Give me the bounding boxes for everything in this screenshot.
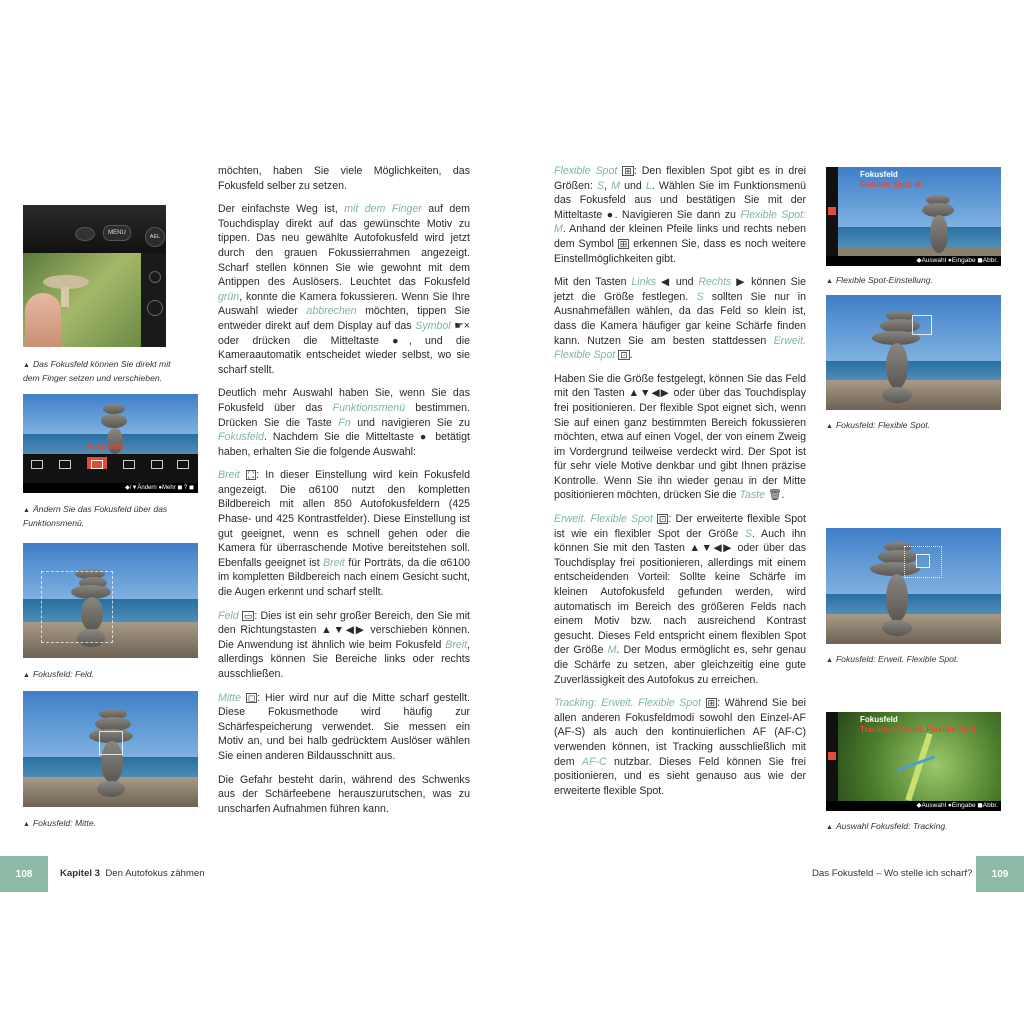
left-paragraph-feld: Feld ▭ : Dies ist ein sehr großer Bereich, den Sie mit den Richtungstasten ▲▼◀▶ verschieben können. Die Anwendung ist ähnlich wie beim Fokusfeld Breit, allerdings können Sie Bereiche links oder rechts ausschließen. xyxy=(218,609,470,680)
flex-bottom-bar: ◆Auswahl ●Eingabe ◼Abbr. xyxy=(826,256,1001,266)
menu-button-label: MENU xyxy=(103,225,131,241)
right-running-footer: Das Fokusfeld – Wo stelle ich scharf? xyxy=(812,868,973,879)
extended-spot-icon: ⊡ xyxy=(620,350,628,361)
right-paragraph-flexible-spot: Flexible Spot ⊞ : Den flexiblen Spot gibt es in drei Größen: S, M und L. Wählen Sie im Funktionsmenü das Fokusfeld aus und bestätigen Sie mit der Mitteltaste ●. Navigieren Sie dann zu Flexible Spot: M. Anhand der kleinen Pfeile links und rechts neben dem Symbol ⊞ erkennen Sie, dass es noch weitere Einstellmöglichkeiten gibt. xyxy=(554,165,806,265)
right-page-number: 109 xyxy=(976,856,1024,892)
extended-flexible-spot-photo xyxy=(826,528,1001,644)
ael-button-label: AEL xyxy=(145,227,165,247)
caption-finger: ▲ Das Fokusfeld können Sie direkt mit dem Finger setzen und verschieben. xyxy=(23,359,171,383)
function-menu-photo xyxy=(23,394,198,493)
flexible-spot-setting-photo xyxy=(826,167,1001,266)
menu-bottom-bar: ◆/▼Ändern ●Mehr ◼ ? ◼ xyxy=(23,483,198,493)
left-running-footer: Kapitel 3 Den Autofokus zähmen xyxy=(60,868,205,879)
caption-extended-spot: ▲ Fokusfeld: Erweit. Flexible Spot. xyxy=(826,654,959,664)
flexible-spot-icon: ⊞ xyxy=(624,166,632,176)
feld-icon: ▭ xyxy=(243,610,253,621)
left-paragraph-3: Deutlich mehr Auswahl haben Sie, wenn Sie das Fokusfeld über das Funktionsmenü bestimmen. Drücken Sie die Taste Fn und navigieren Sie zu Fokusfeld. Nachdem Sie die Mitteltaste ● betätigt haben, erhalten Sie die folgende Auswahl: xyxy=(218,387,470,458)
tracking-menu-value: Tracking: Erweit. Flexible Spot xyxy=(860,725,977,734)
caption-flex-spot: ▲ Fokusfeld: Flexible Spot. xyxy=(826,420,931,430)
right-paragraph-3: Haben Sie die Größe festgelegt, können Sie das Feld mit den Tasten ▲▼◀▶ oder über das Touchdisplay frei positionieren. Der flexible Spot eignet sich, wenn Sie auf einen ganz bestimmten Bereich fokussieren möchten, etwa auf einen Vogel, der von einem Zweig im Vordergrund teilweise verdeckt wird. Der Spot ist für sehr viele Motive denkbar und gibt Ihnen präzise Kontrolle. Wenn Sie ihn wieder genau in der Mitte positionieren möchten, drücken Sie die Taste 🗑. xyxy=(554,372,806,502)
right-text-column xyxy=(554,164,806,807)
fokusfeld-feld-photo xyxy=(23,543,198,658)
right-paragraph-2: Mit den Tasten Links ◀ und Rechts ▶ können Sie jetzt die Größe festlegen. S sollten Sie nur in Ausnahmefällen wählen, da das Feld so klein ist, dass die Kamera häufiger gar keine Schärfe finden kann. Nutzen Sie am besten stattdessen Erweit. Flexible Spot ⊡ . xyxy=(554,276,806,362)
right-paragraph-tracking: Tracking: Erweit. Flexible Spot ⊞ : Während Sie bei allen anderen Fokusfeldmodi sowohl den Einzel-AF (AF-S) als auch den kontinuierlichen AF (AF-C) verwenden können, ist Tracking ausschließlich mit dem AF-C nutzbar. Dieses Feld können Sie frei positionieren, und es sieht genauso aus wie der erweiterte flexible Spot. xyxy=(554,697,806,797)
menu-fokusfeld-label: Fokusfeld xyxy=(87,442,125,451)
extended-spot-icon-2: ⊡ xyxy=(658,514,667,525)
camera-touch-photo xyxy=(23,205,166,347)
caption-flex-setting: ▲ Flexible Spot-Einstellung. xyxy=(826,275,933,285)
flex-menu-title: Fokusfeld xyxy=(860,170,898,179)
caption-function-menu: ▲ Ändern Sie das Fokusfeld über das Funktionsmenü. xyxy=(23,504,168,528)
left-paragraph-2: Der einfachste Weg ist, mit dem Finger auf dem Touchdisplay direkt auf das gewünschte Motiv zu tippen. Das neu gewählte Autofokusfeld wird jetzt durch den grauen Fokussierrahmen angezeigt. Scharf stellen können Sie wie gewohnt mit dem Antippen des Auslösers. Leuchtet das Fokusfeld grün, konnte die Kamera fokussieren. Wenn Sie Ihre Auswahl wieder abbrechen möchten, tippen Sie entweder direkt auf dem Display auf das Symbol ☛× oder drücken die Mitteltaste ●, und die Kameraautomatik entscheidet wieder selbst, wo sie scharf stellt. xyxy=(218,203,470,376)
left-paragraph-mitte: Mitte ◻ : Hier wird nur auf die Mitte scharf gestellt. Diese Fokusmethode wird häufig zur Schärfespeicherung verwendet. Sie messen ein Motiv an, und bei halb gedrücktem Auslöser wählen Sie einen anderen Bildausschnitt aus. xyxy=(218,691,470,762)
tracking-icon: ⊞ xyxy=(707,698,716,709)
flex-menu-value: Flexible Spot: M xyxy=(860,180,922,189)
flexible-spot-photo xyxy=(826,295,1001,410)
right-paragraph-erweit: Erweit. Flexible Spot ⊡ : Der erweiterte flexible Spot ist wie ein flexibler Spot der Größe S. Auch ihn können Sie mit den Tasten ▲▼◀▶ oder über das Touchdisplay frei positionieren, allerdings mit einem entscheidenden Vorteil: Sollte keine Schärfe im kleinen Autofokusfeld gefunden werden, wird automatisch im Bereich des größeren Felds nach einem Motiv bzw. nach ausreichend Kontrast gesucht. Dieses Feld entspricht einem flexiblen Spot der Größe M. Der Modus ermöglicht es, sehr genau die Schärfe zu setzen, aber gleichzeitig eine gute Zuverlässigkeit des Autofokus zu erreichen. xyxy=(554,513,806,686)
caption-mitte: ▲ Fokusfeld: Mitte. xyxy=(23,818,96,828)
tracking-menu-photo xyxy=(826,712,1001,811)
tracking-bottom-bar: ◆Auswahl ●Eingabe ◼Abbr. xyxy=(826,801,1001,811)
breit-icon: ⛶ xyxy=(247,470,255,481)
left-paragraph-7: Die Gefahr besteht darin, während des Schwenks aus der Schärfeebene herauszurutschen, was zu unscharfen Aufnahmen führen kann. xyxy=(218,773,470,815)
left-text-column xyxy=(218,164,470,825)
tracking-menu-title: Fokusfeld xyxy=(860,715,898,724)
left-paragraph-breit: Breit ⛶ : In dieser Einstellung wird kein Fokusfeld angezeigt. Die α6100 nutzt den kompletten Bildbereich mit allen 850 Autofokusfeldern (425 Phase- und 425 Kontrastfelder). Diese Einstellung ist gut geeignet, wenn es schnell gehen oder die Kamera für überraschende Motive bereitstehen soll. Ebenfalls geeignet ist Breit für Porträts, da die α6100 im kompletten Bildbereich nach einem Gesicht sucht, die Augen erkennt und scharf stellt. xyxy=(218,469,470,599)
caption-tracking: ▲ Auswahl Fokusfeld: Tracking. xyxy=(826,821,948,831)
left-page-number: 108 xyxy=(0,856,48,892)
fokusfeld-mitte-photo xyxy=(23,691,198,807)
mitte-icon: ◻ xyxy=(247,692,256,703)
caption-feld: ▲ Fokusfeld: Feld. xyxy=(23,669,95,679)
flexible-spot-icon-2: ⊞ xyxy=(619,238,628,249)
left-paragraph-1: möchten, haben Sie viele Möglichkeiten, das Fokusfeld selber zu setzen. xyxy=(218,165,470,192)
